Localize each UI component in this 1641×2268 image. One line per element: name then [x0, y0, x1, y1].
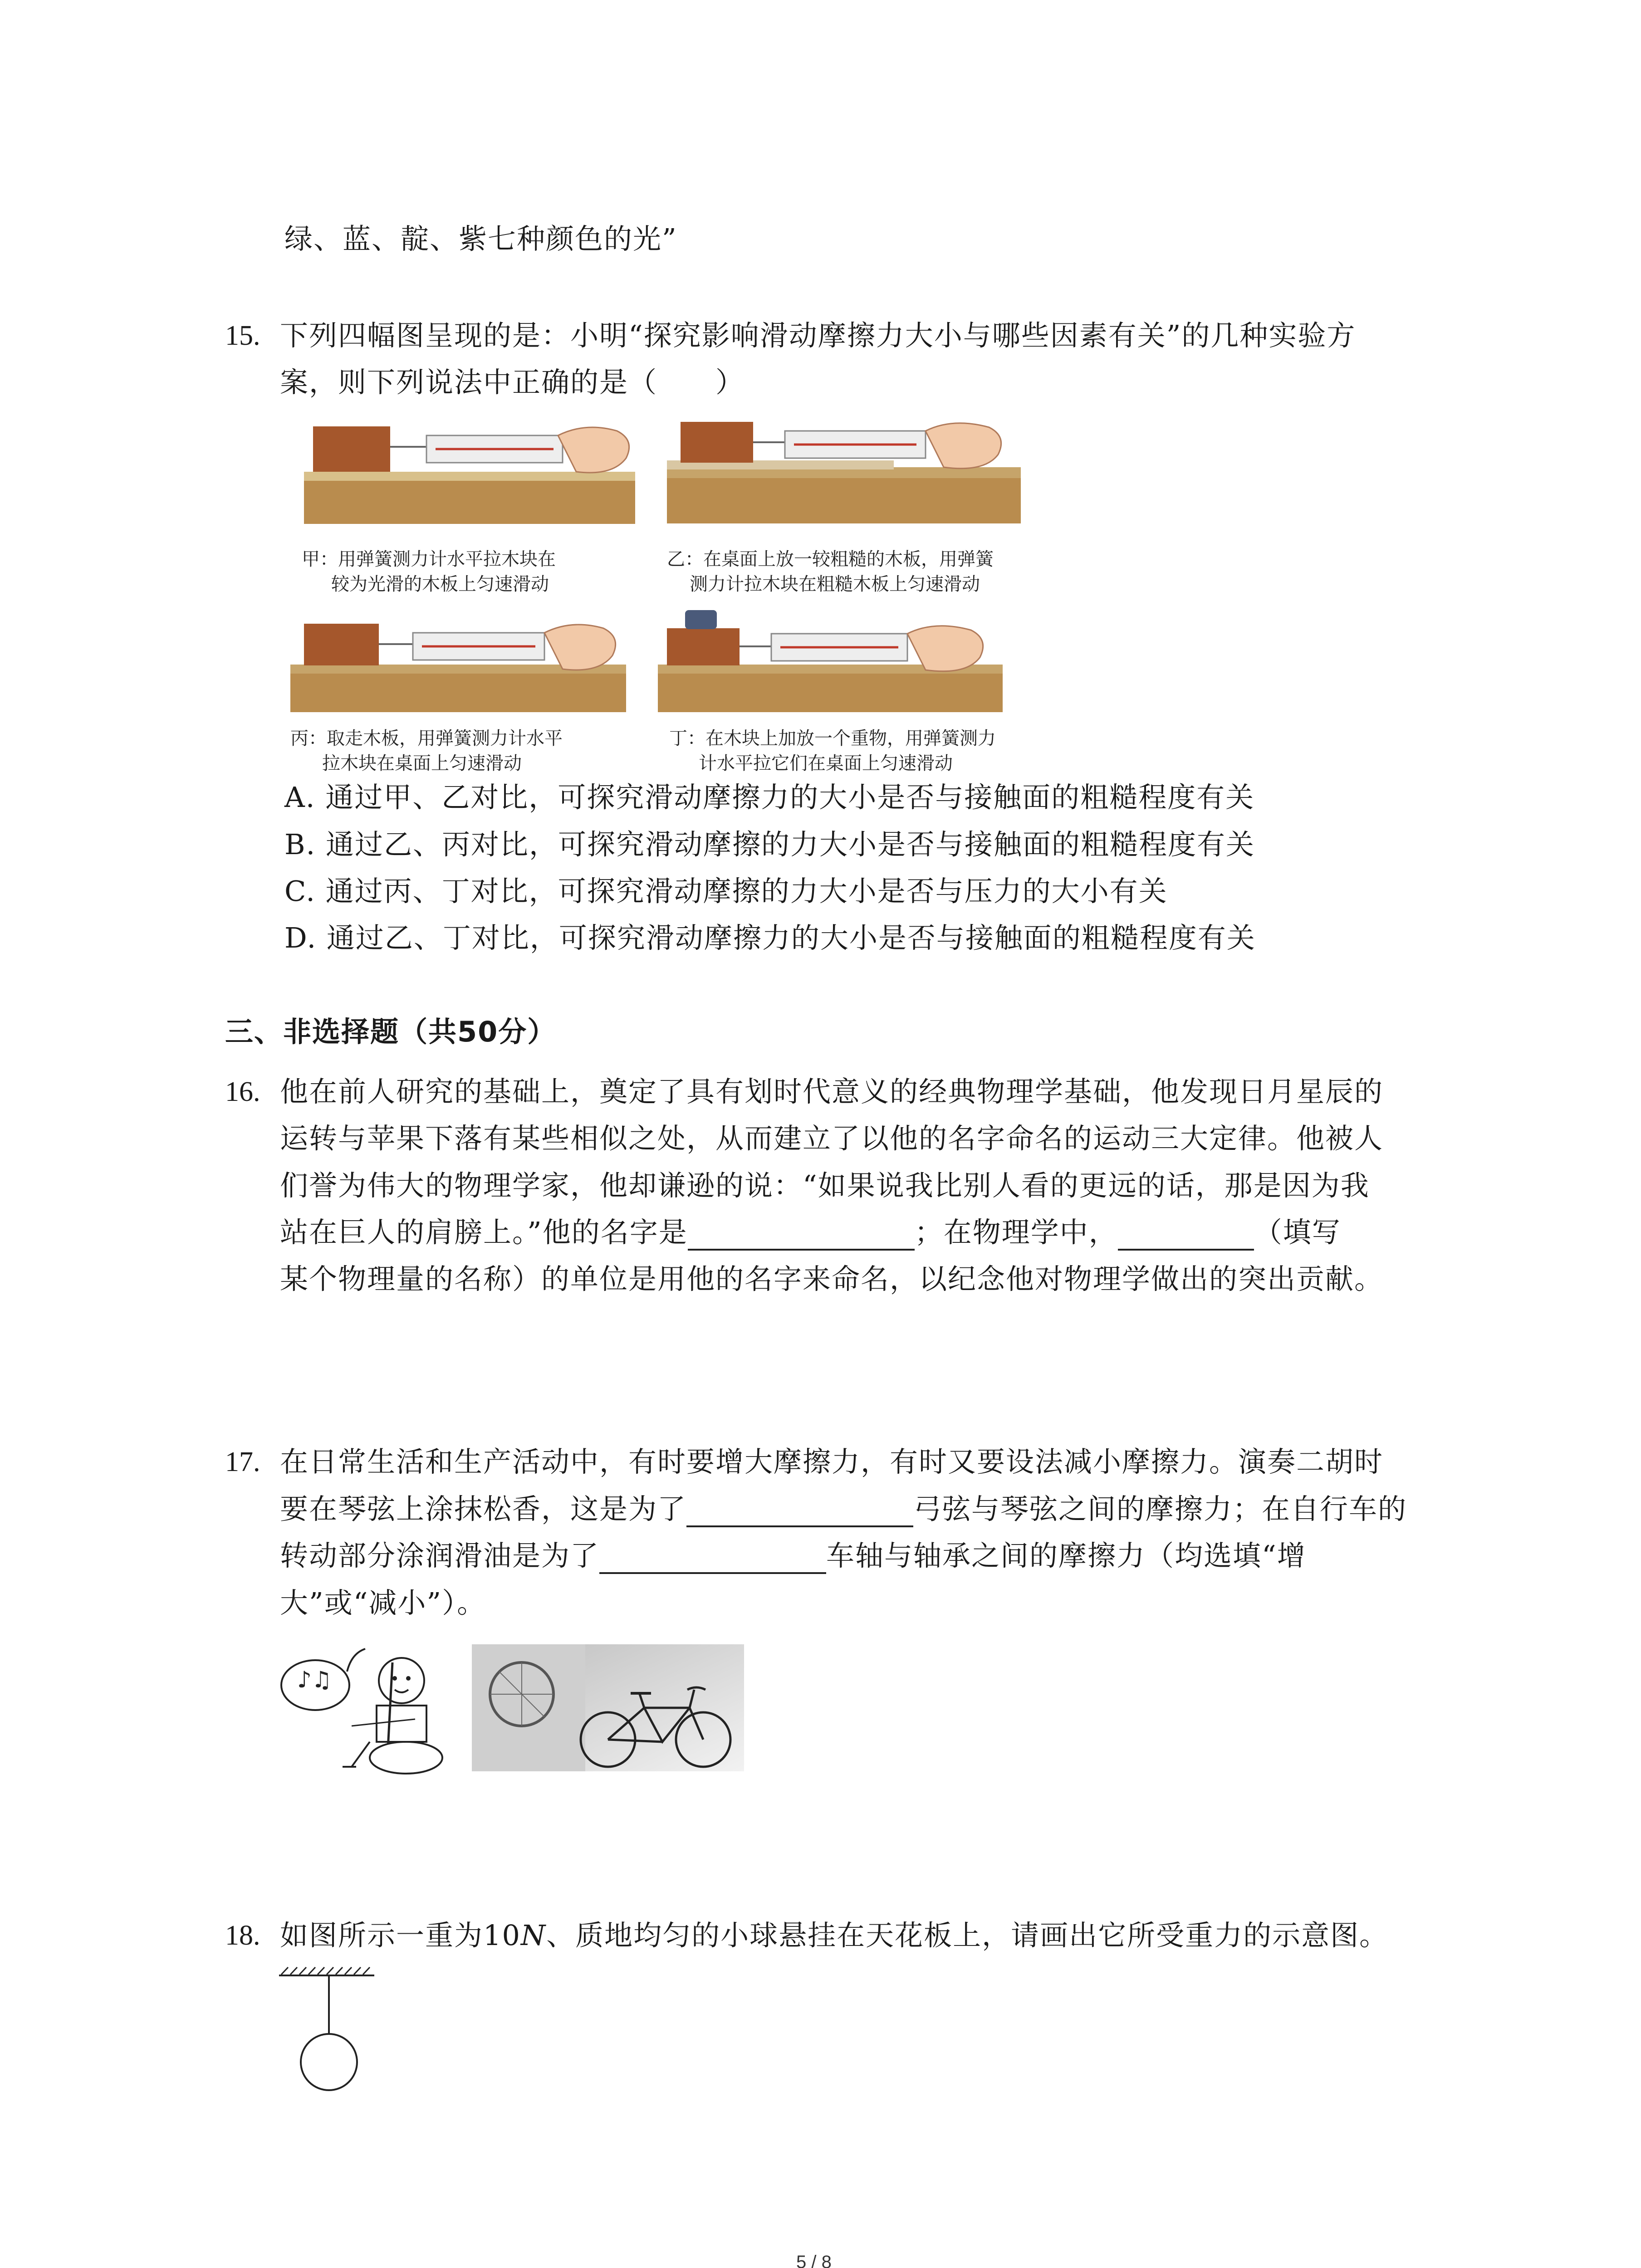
q17-blank-oil[interactable]	[599, 1540, 826, 1574]
q16-line1: 他在前人研究的基础上，奠定了具有划时代意义的经典物理学基础，他发现日月星辰的	[280, 1075, 1384, 1108]
caption-ding-line2: 计水平拉它们在桌面上匀速滑动	[699, 753, 953, 774]
figure-yi	[662, 417, 1025, 526]
q16-number: 16.	[225, 1076, 260, 1107]
q16-line3: 们誉为伟大的物理学家，他却谦逊的说：“如果说我比别人看的更远的话，那是因为我	[280, 1169, 1370, 1202]
q18-line1-part1: 如图所示一重为10	[280, 1919, 521, 1952]
figure-bicycle	[472, 1644, 744, 1771]
q17-line4: 大”或“减小”）。	[280, 1586, 486, 1619]
q15-option-d: D. 通过乙、丁对比，可探究滑动摩擦力的大小是否与接触面的粗糙程度有关	[284, 921, 1256, 954]
q15-option-a: A. 通过甲、乙对比，可探究滑动摩擦力的大小是否与接触面的粗糙程度有关	[284, 781, 1255, 814]
figure-ding	[653, 606, 1007, 714]
svg-text:♪♫: ♪♫	[297, 1667, 332, 1693]
q17-line1: 在日常生活和生产活动中，有时要增大摩擦力，有时又要设法减小摩擦力。演奏二胡时	[280, 1445, 1384, 1478]
q18-number: 18.	[225, 1920, 260, 1951]
figure-erhu-player	[279, 1644, 470, 1780]
q16-blank-name[interactable]	[688, 1217, 915, 1251]
q16-line4-part2: ；在物理学中，	[914, 1216, 1118, 1249]
q17-blank-rosin[interactable]	[686, 1494, 913, 1527]
caption-bing-line2: 拉木块在桌面上匀速滑动	[322, 753, 522, 774]
q15-stem-line1: 下列四幅图呈现的是：小明“探究影响滑动摩擦力大小与哪些因素有关”的几种实验方	[280, 319, 1356, 352]
q18-line1	[280, 1917, 1388, 1954]
q17-line3-part1: 转动部分涂润滑油是为了	[280, 1539, 600, 1572]
figure-hanging-ball[interactable]	[277, 1966, 386, 2093]
prev-question-continuation: 绿、蓝、靛、紫七种颜色的光”	[284, 222, 677, 255]
q17-line2-part1: 要在琴弦上涂抹松香，这是为了	[280, 1492, 687, 1525]
caption-jia-line2: 较为光滑的木板上匀速滑动	[331, 574, 549, 595]
page-number: 5 / 8	[796, 2252, 832, 2268]
q15-stem-line2: 案，则下列说法中正确的是（ ）	[280, 366, 745, 399]
q18-unit: N	[520, 1919, 547, 1952]
q18-line1-part2: 、质地均匀的小球悬挂在天花板上，请画出它所受重力的示意图。	[546, 1919, 1389, 1952]
q17-number: 17.	[225, 1447, 260, 1477]
figure-jia	[299, 417, 644, 526]
section-heading: 三、非选择题（共50分）	[225, 1015, 557, 1048]
q15-option-c: C. 通过丙、丁对比，可探究滑动摩擦的力大小是否与压力的大小有关	[284, 875, 1168, 908]
caption-yi-line2: 测力计拉木块在粗糙木板上匀速滑动	[690, 574, 980, 595]
q17-line3	[280, 1538, 1306, 1574]
caption-ding-line1: 丁：在木块上加放一个重物，用弹簧测力	[669, 728, 996, 749]
q17-line2	[280, 1491, 1407, 1527]
q16-line4-part3: （填写	[1254, 1216, 1341, 1249]
q16-line4-part1: 站在巨人的肩膀上。”他的名字是	[280, 1216, 688, 1249]
q17-line2-part2: 弓弦与琴弦之间的摩擦力；在自行车的	[913, 1492, 1407, 1525]
caption-jia-line1: 甲：用弹簧测力计水平拉木块在	[302, 549, 556, 570]
q15-option-b: B. 通过乙、丙对比，可探究滑动摩擦的力大小是否与接触面的粗糙程度有关	[284, 828, 1255, 861]
q17-line3-part2: 车轴与轴承之间的摩擦力（均选填“增	[826, 1539, 1306, 1572]
ball-circle	[301, 2034, 357, 2090]
q16-line5: 某个物理量的名称）的单位是用他的名字来命名，以纪念他对物理学做出的突出贡献。	[280, 1262, 1384, 1295]
q16-line4	[280, 1214, 1341, 1251]
q15-number: 15.	[225, 320, 260, 351]
figure-bing	[286, 615, 631, 714]
ceiling-hatching	[281, 1967, 370, 1975]
q16-blank-quantity[interactable]	[1118, 1217, 1254, 1251]
caption-bing-line1: 丙：取走木板，用弹簧测力计水平	[290, 728, 563, 749]
q16-line2: 运转与苹果下落有某些相似之处，从而建立了以他的名字命名的运动三大定律。他被人	[280, 1122, 1384, 1155]
caption-yi-line1: 乙：在桌面上放一较粗糙的木板，用弹簧	[667, 549, 994, 570]
